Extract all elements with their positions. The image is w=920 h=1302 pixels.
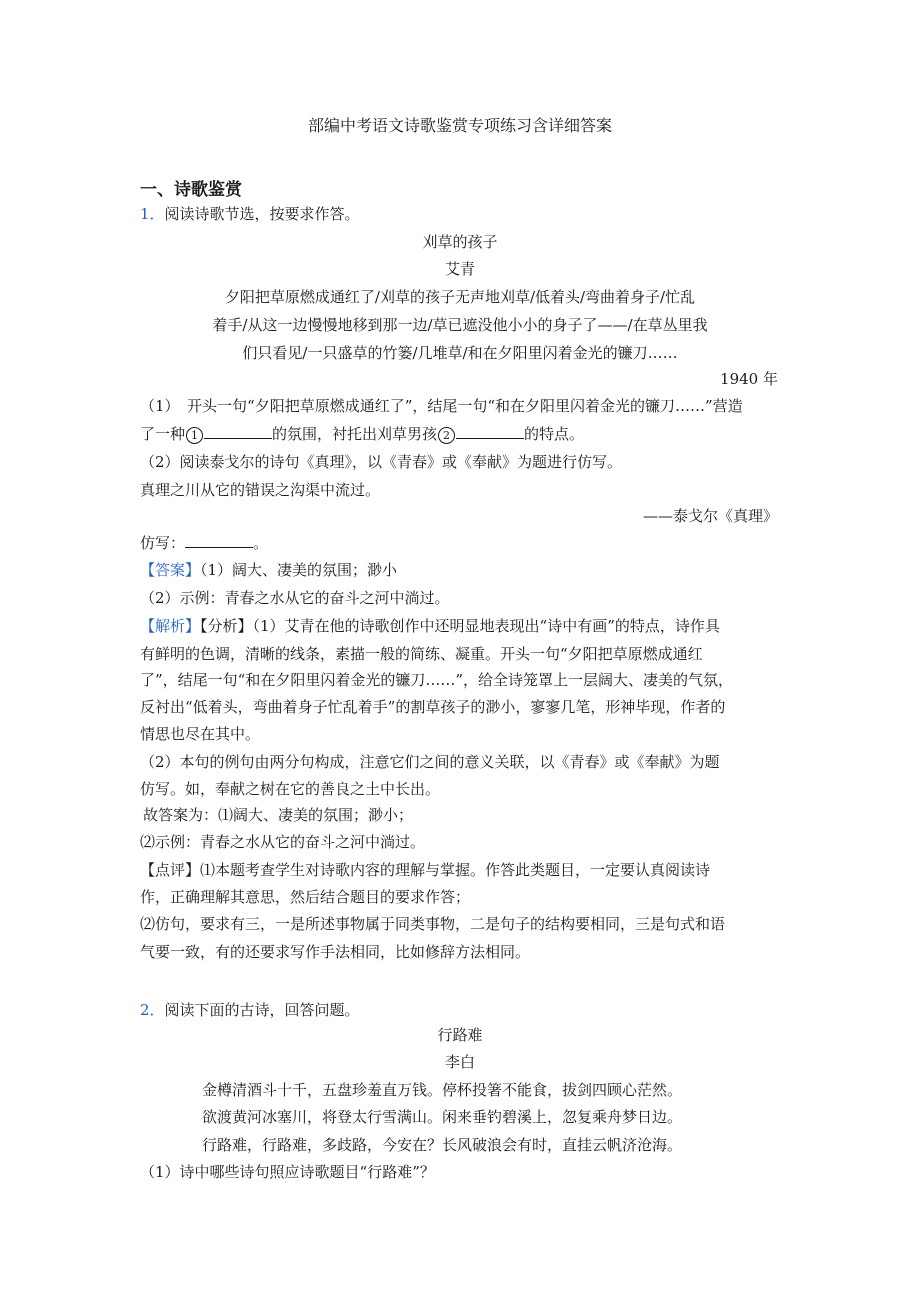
analysis-line: 了”，结尾一句“和在夕阳里闪着金光的镰刀……”，给全诗笼罩上一层阔大、凄美的气氛， [140,671,734,689]
circled-number: 2 [438,427,455,444]
poem-line: 们只看见/一只盛草的竹篓/几堆草/和在夕阳里闪着金光的镰刀…… [242,344,678,362]
poem-title: 刈草的孩子 [422,233,498,251]
quote-text: 真理之川从它的错误之沟渠中流过。 [140,481,381,499]
poem-line: 欲渡黄河冰塞川，将登太行雪满山。闲来垂钓碧溪上，忽复乘舟梦日边。 [202,1108,683,1126]
analysis-line: 作，正确理解其意思，然后结合题目的要求作答； [140,888,471,906]
poem-author: 李白 [444,1053,475,1071]
answer-tag: 【答案】 [140,561,201,579]
question-number: 1． [140,205,165,223]
answer-blank[interactable] [456,424,524,439]
sub-question-1: （1） 开头一句“夕阳把草原燃成通红了”，结尾一句“和在夕阳里闪着金光的镰刀……”营造 [140,397,743,415]
question-text: 阅读下面的古诗，回答问题。 [164,1001,360,1019]
question-number: 2． [140,1001,165,1019]
answer-blank[interactable] [204,424,272,439]
analysis-line: 反衬出“低着头，弯曲着身子忙乱着手”的割草孩子的渺小，寥寥几笔，形神毕现，作者的 [140,698,726,716]
analysis-line: 【点评】⑴本题考查学生对诗歌内容的理解与掌握。作答此类题目，一定要认真阅读诗 [140,861,711,879]
poem-line: 行路难，行路难，多歧路，今安在？长风破浪会有时，直挂云帆济沧海。 [202,1136,683,1154]
analysis-line: 仿写。如，奉献之树在它的善良之土中长出。 [140,780,441,798]
answer-line: 【答案】（1）阔大、凄美的氛围；渺小 [140,561,398,579]
poem-line: 金樽清酒斗十千，五盘珍羞直万钱。停杯投箸不能食，拔剑四顾心茫然。 [202,1081,683,1099]
analysis-line: ⑵示例：青春之水从它的奋斗之河中淌过。 [140,833,426,851]
poem-author: 艾青 [444,260,475,278]
question-2-prompt [140,1000,360,1020]
imitation-line: 仿写： 。 [140,534,269,552]
sub-question-1: （1）诗中哪些诗句照应诗歌题目“行路难”？ [140,1163,435,1181]
question-text: 阅读诗歌节选，按要求作答。 [164,205,360,223]
sub-question-1-blanks: 了一种 1 的氛围，衬托出刈草男孩 2 的特点。 [140,425,585,443]
analysis-tag: 【解析】 [140,617,201,635]
answer-blank[interactable] [185,533,253,548]
sub-question-2: （2）阅读泰戈尔的诗句《真理》，以《青春》或《奉献》为题进行仿写。 [140,453,623,471]
analysis-line: 【解析】【分析】（1）艾青在他的诗歌创作中还明显地表现出“诗中有画”的特点，诗作具 [140,617,720,635]
poem-line: 着手/从这一边慢慢地移到那一边/草已遮没他小小的身子了——/在草丛里我 [212,316,708,334]
answer-line: （2）示例：青春之水从它的奋斗之河中淌过。 [140,589,450,607]
analysis-line: ⑵仿句，要求有三，一是所述事物属于同类事物，二是句子的结构要相同，三是句式和语 [140,915,726,933]
poem-year: 1940 年 [720,370,778,388]
section-heading: 一、诗歌鉴赏 [140,180,242,200]
analysis-line: （2）本句的例句由两分句构成，注意它们之间的意义关联，以《青春》或《奉献》为题 [140,753,720,771]
poem-line: 夕阳把草原燃成通红了/刈草的孩子无声地刈草/低着头/弯曲着身子/忙乱 [224,288,696,306]
analysis-line: 有鲜明的色调，清晰的线条，素描一般的简练、凝重。开头一句“夕阳把草原燃成通红 [140,645,703,663]
quote-source: ——泰戈尔《真理》 [642,507,778,525]
question-1-prompt [140,204,360,224]
analysis-line: 故答案为：⑴阔大、凄美的氛围；渺小； [143,806,414,824]
poem-title: 行路难 [437,1026,483,1044]
analysis-line: 气要一致，有的还要求写作手法相同，比如修辞方法相同。 [140,943,531,961]
analysis-line: 情思也尽在其中。 [140,725,261,743]
circled-number: 1 [186,427,203,444]
document-title: 部编中考语文诗歌鉴赏专项练习含详细答案 [307,116,612,135]
